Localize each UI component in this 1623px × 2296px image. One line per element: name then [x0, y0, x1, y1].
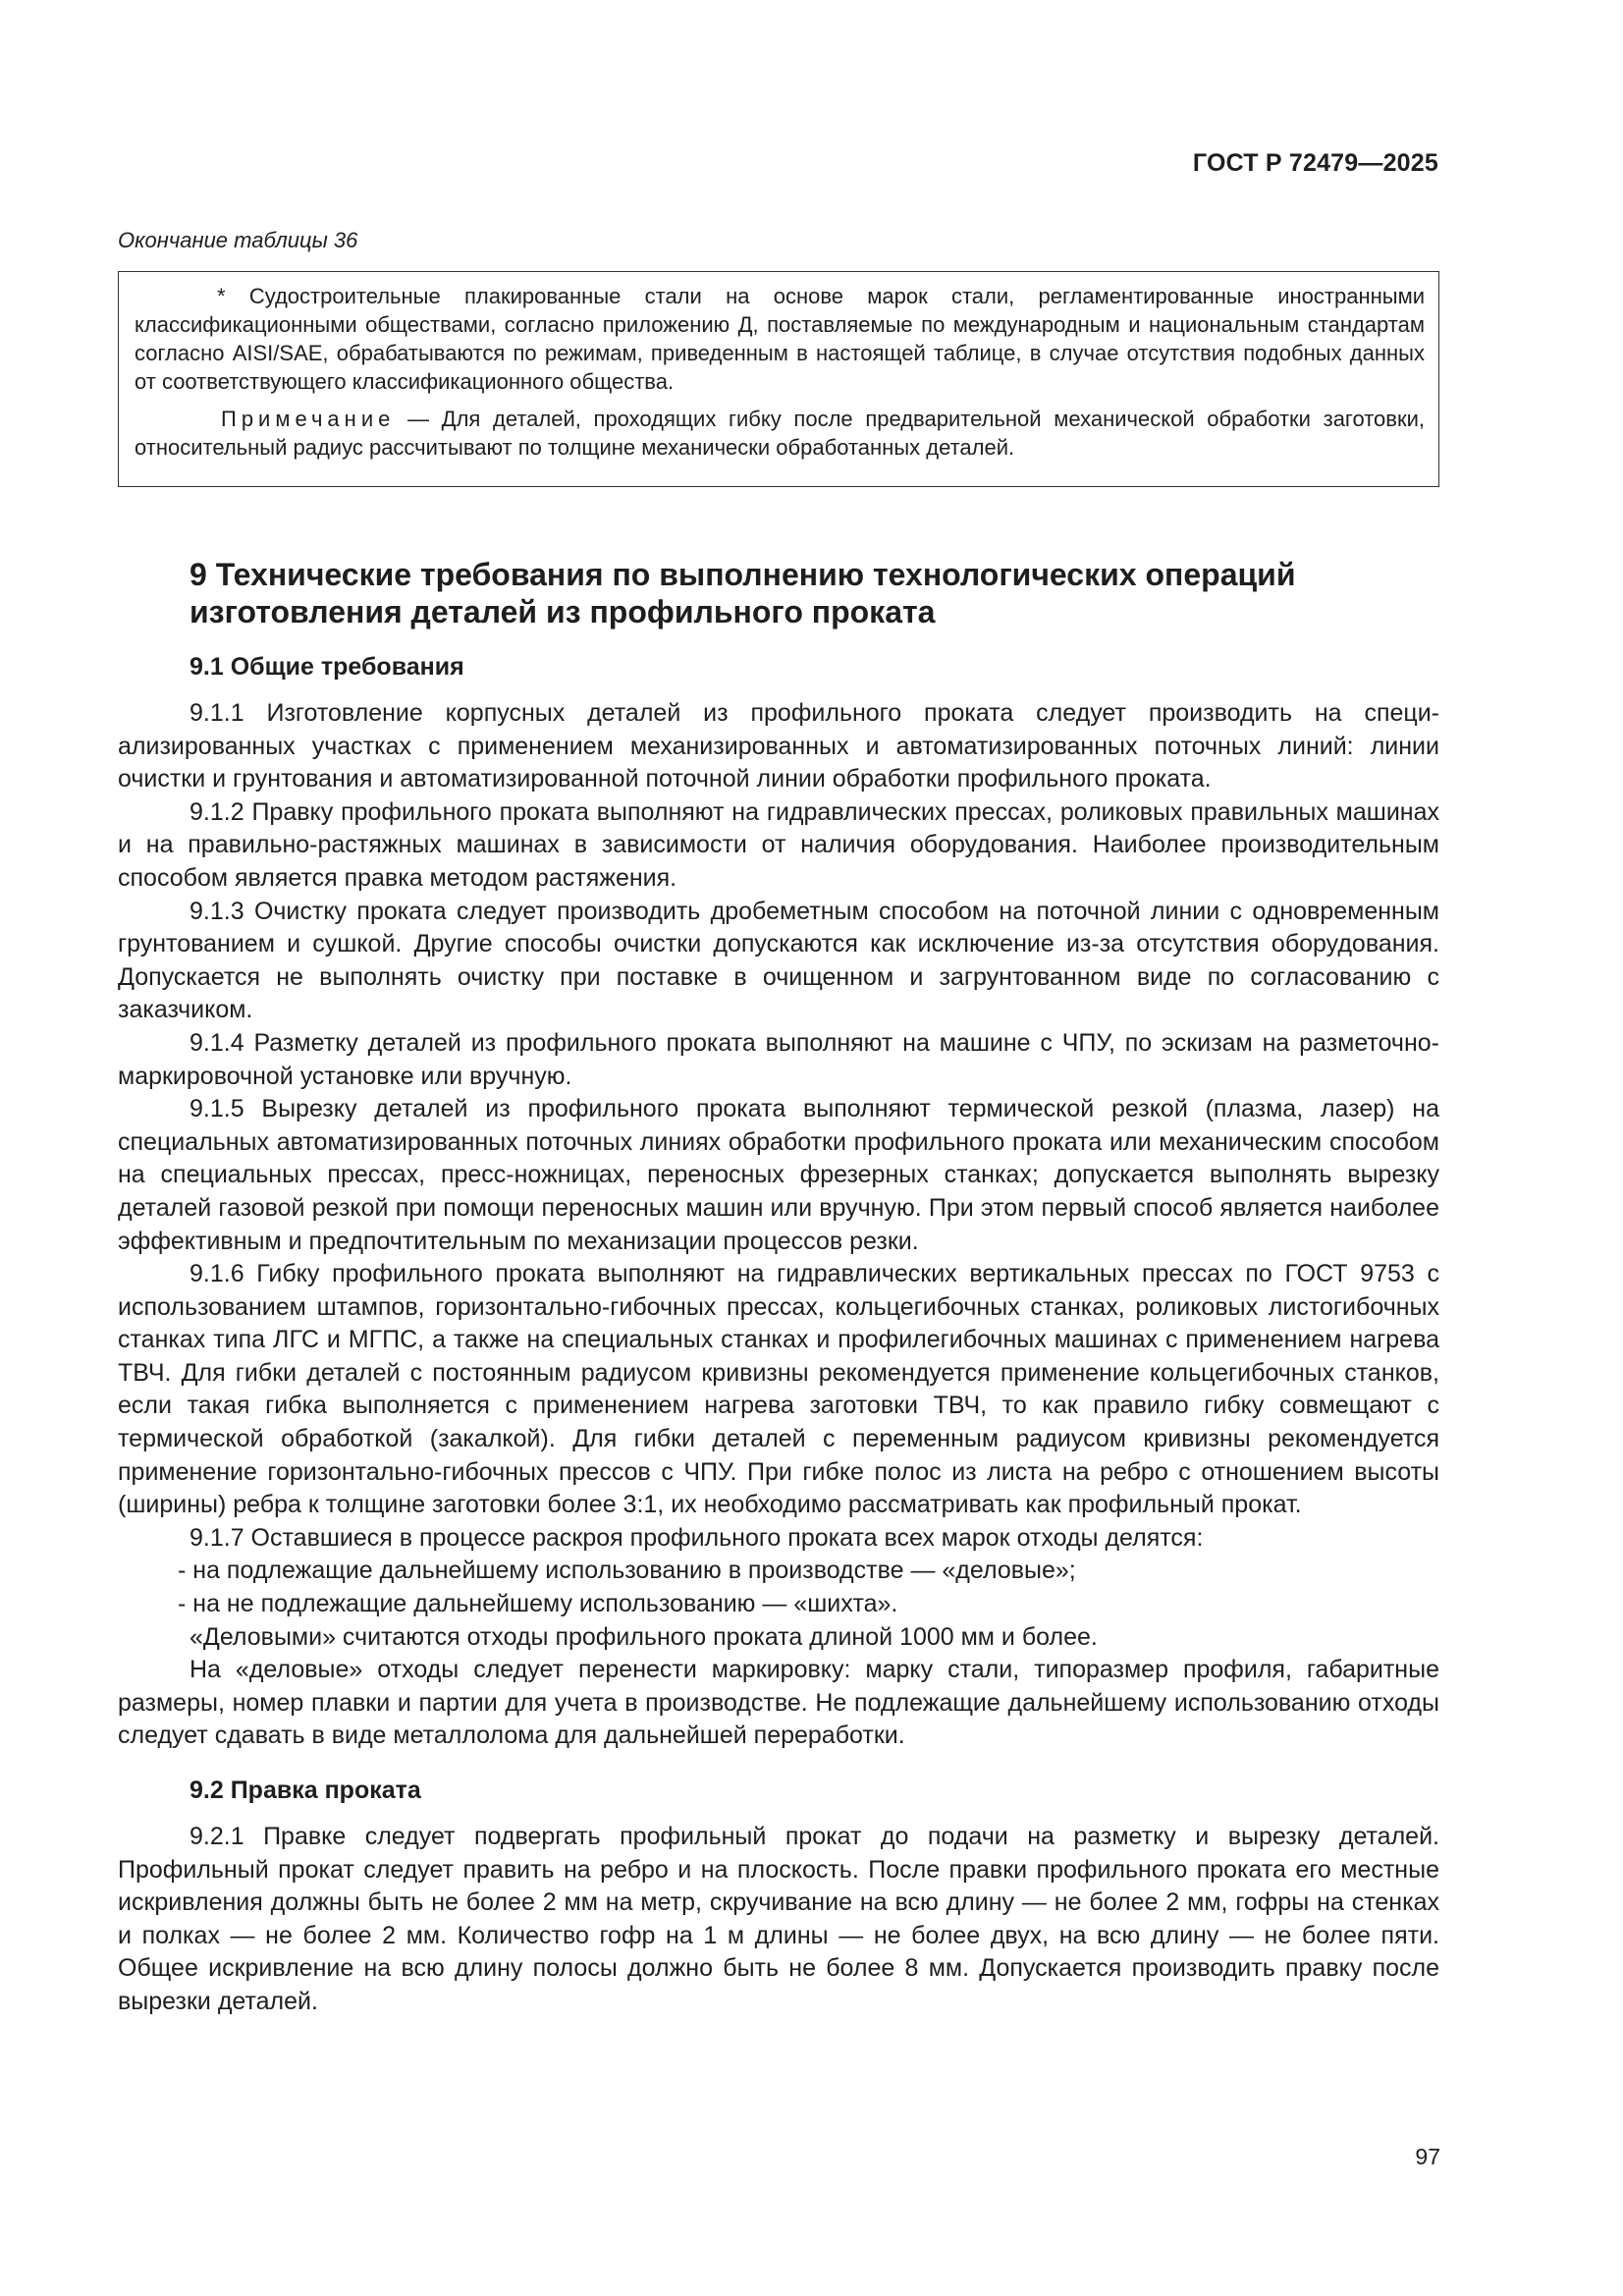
page-number: 97	[1415, 2144, 1440, 2169]
paragraph-9-1-5: 9.1.5 Вырезку деталей из профильного проката выполняют термической резкой (плазма, лазер) на специальных автоматизированных поточных линиях обработки профильного проката или механическим способом на специальных прессах, пресс-ножницах, переносных фрезерных станках; допускается выполнять вырезку деталей газовой резкой при помощи переносных машин или вручную. При этом первый способ является наиболее эффективным и предпочтительным по механизации процессов резки.	[118, 1095, 1439, 1255]
subsection-title-9-2: 9.2 Правка проката	[189, 1777, 421, 1804]
list-item: - на не подлежащие дальнейшему использованию — «шихта».	[178, 1590, 898, 1618]
table-footnote: * Судостроительные плакированные стали на основе марок стали, регламентированные иностранными классификационными обществами, согласно приложению Д, поставляемые по международным и национальным стандартам согласно AISI/SAE, обрабатываются по режимам, приведенным в настоящей таблице, в случае отсутствия подобных данных от соответствующего классификационного общества.	[135, 284, 1425, 394]
list-item: - на подлежащие дальнейшему использованию в производстве — «деловые»;	[178, 1557, 1076, 1585]
paragraph-9-2-1: 9.2.1 Правке следует подвергать профильный прокат до подачи на разметку и вырезку деталей. Профильный прокат следует править на ребро и на плоскость. После правки профильного проката его местные искривления должны быть не более 2 мм на метр, скручивание на всю длину — не более 2 мм, гофры на стенках и полках — не более 2 мм. Количество гофр на 1 м длины — не более двух, на всю длину — не более пяти. Общее искривление на всю длину полосы должно быть не более 8 мм. Допускается производить правку после вырезки деталей.	[118, 1823, 1439, 2015]
paragraph-9-1-4: 9.1.4 Разметку деталей из профильного проката выполняют на машине с ЧПУ, по эскизам на разметочно-маркировочной установке или вручную.	[118, 1028, 1439, 1090]
paragraph-9-1-7: 9.1.7 Оставшиеся в процессе раскроя профильного проката всех марок отходы делятся:	[189, 1523, 1204, 1552]
note-label: Примечание	[221, 407, 396, 431]
paragraph-9-1-6: 9.1.6 Гибку профильного проката выполняют на гидравлических вертикальных прессах по ГОСТ 9753 с использованием штампов, горизонтально-гибочных прессах, кольцегибочных станках, роликовых листогибочных станках типа ЛГС и МГПС, а также на специальных станках и профилегибочных машинах с применением нагрева ТВЧ. Для гибки деталей с постоянным радиусом кривизны рекомендуется применение кольцегибочных станков, если такая гибка выполняется с применением нагрева заготовки ТВЧ, то как правило гибку совмещают с термической обработкой (закалкой). Для гибки деталей с переменным радиусом кривизны рекомендуется применение горизонтально-гибочных прессов с ЧПУ. При гибке полос из листа на ребро с отношением высоты (ширины) ребра к толщине заготовки более 3:1, их необходимо рассматривать как профильный прокат.	[118, 1260, 1439, 1519]
note-text: — Для деталей, проходящих гибку после предварительной механической обработки заготовки, относительный радиус рассчитывают по толщине механически обработанных деталей.	[135, 407, 1425, 460]
table-note	[135, 405, 1425, 462]
paragraph-9-1-3: 9.1.3 Очистку проката следует производить дробеметным способом на поточной линии с одновременным грунтованием и сушкой. Другие способы очистки допускаются как исключение из-за отсутствия оборудования. Допускается не выполнять очистку при поставке в очищенном и загрунтованном виде по согласованию с заказчиком.	[118, 897, 1439, 1024]
main-content	[118, 556, 1439, 2019]
subsection-title-9-1: 9.1 Общие требования	[189, 653, 464, 681]
section-title: 9 Технические требования по выполнению технологических операций изготовления деталей из профильного проката	[189, 557, 1296, 629]
paragraph-delovye-definition: «Деловыми» считаются отходы профильного проката длиной 1000 мм и более.	[189, 1622, 1098, 1651]
paragraph-9-1-2: 9.1.2 Правку профильного проката выполняют на гидравлических прессах, роликовых правильных машинах и на правильно-растяжных машинах в зависимости от наличия оборудования. Наиболее производительным способом является правка методом растяжения.	[118, 797, 1439, 892]
document-code-header: ГОСТ Р 72479—2025	[1192, 149, 1438, 177]
paragraph-delovye-marking: На «деловые» отходы следует перенести маркировку: марку стали, типоразмер профиля, габаритные размеры, номер плавки и партии для учета в производстве. Не подлежащие дальнейшему использованию отходы следует сдавать в виде металлолома для дальнейшей переработки.	[118, 1656, 1439, 1750]
paragraph-9-1-1: 9.1.1 Изготовление корпусных деталей из профильного проката следует производить на специализированных участках с применением механизированных и автоматизированных поточных линий: линии очистки и грунтования и автоматизированной поточной линии обработки профильного проката.	[118, 699, 1439, 793]
table-continuation-caption: Окончание таблицы 36	[118, 228, 358, 252]
table-notes-box	[118, 271, 1439, 487]
